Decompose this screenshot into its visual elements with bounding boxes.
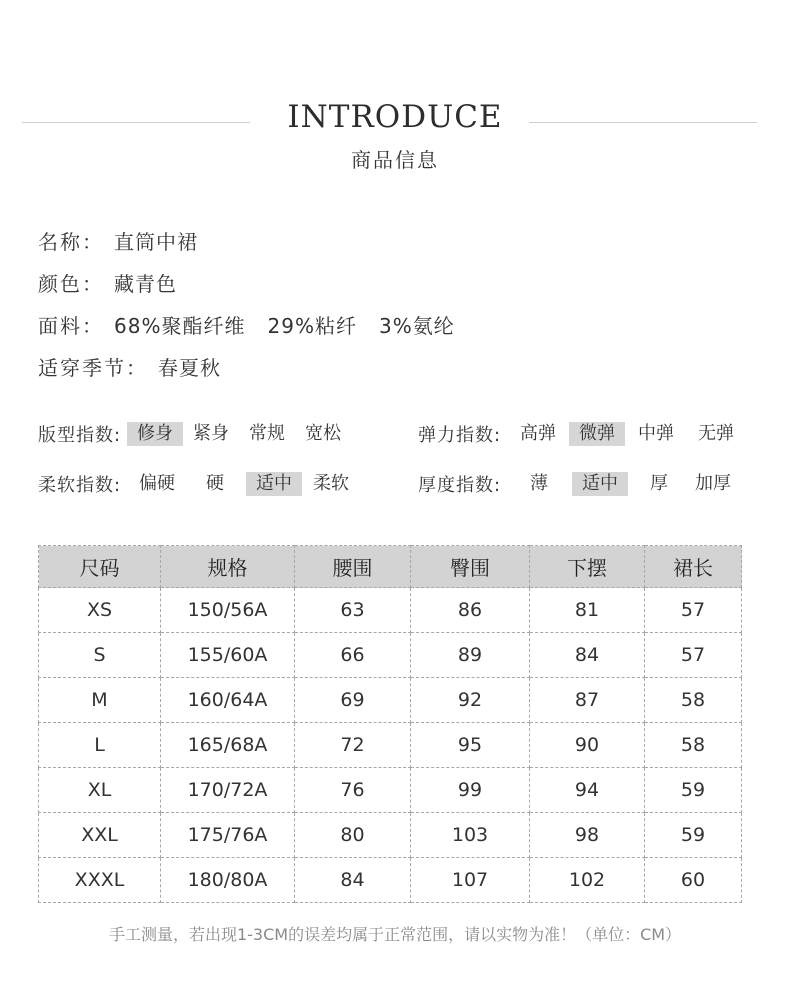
index-option: 紧身: [193, 423, 229, 444]
table-cell: 102: [530, 858, 645, 903]
table-cell: 89: [411, 633, 530, 678]
column-header: 裙长: [645, 546, 742, 588]
table-cell: M: [39, 678, 161, 723]
index-option: 柔软: [313, 473, 349, 494]
table-cell: 57: [645, 588, 742, 633]
table-cell: 58: [645, 723, 742, 768]
info-value: 直筒中裙: [114, 229, 198, 254]
table-cell: S: [39, 633, 161, 678]
info-label: 面料：: [38, 313, 104, 338]
table-cell: XS: [39, 588, 161, 633]
table-cell: 57: [645, 633, 742, 678]
table-cell: 81: [530, 588, 645, 633]
table-cell: 99: [411, 768, 530, 813]
column-header: 尺码: [39, 546, 161, 588]
index-option: 中弹: [638, 423, 674, 444]
info-row-name: [38, 219, 455, 261]
info-label: 名称：: [38, 229, 104, 254]
table-cell: 170/72A: [161, 768, 295, 813]
table-cell: 180/80A: [161, 858, 295, 903]
table-cell: L: [39, 723, 161, 768]
table-cell: 160/64A: [161, 678, 295, 723]
table-row: [39, 723, 742, 768]
index-option: 适中: [572, 472, 628, 496]
table-cell: XL: [39, 768, 161, 813]
table-cell: 92: [411, 678, 530, 723]
thickness-index: [418, 469, 736, 499]
table-cell: 175/76A: [161, 813, 295, 858]
table-row: [39, 678, 742, 723]
table-cell: 69: [295, 678, 411, 723]
info-label: 适穿季节：: [38, 355, 148, 380]
info-row-season: [38, 345, 455, 387]
column-header: 臀围: [411, 546, 530, 588]
table-cell: 59: [645, 813, 742, 858]
size-table: [38, 545, 742, 903]
index-option: 硬: [206, 473, 224, 494]
table-cell: 103: [411, 813, 530, 858]
measurement-note: 手工测量，若出现1-3CM的误差均属于正常范围，请以实物为准！（单位：CM）: [108, 925, 682, 944]
index-option: 偏硬: [139, 473, 175, 494]
table-cell: XXXL: [39, 858, 161, 903]
index-option: 薄: [530, 473, 548, 494]
section-header: [0, 95, 790, 175]
index-option: 宽松: [305, 423, 341, 444]
product-info: [38, 219, 455, 387]
table-cell: 165/68A: [161, 723, 295, 768]
index-option: 厚: [650, 473, 668, 494]
table-cell: 95: [411, 723, 530, 768]
index-label: 柔软指数:: [38, 475, 122, 496]
table-cell: 86: [411, 588, 530, 633]
column-header: 腰围: [295, 546, 411, 588]
info-row-fabric: [38, 303, 455, 345]
table-row: [39, 768, 742, 813]
info-value: 藏青色: [114, 271, 177, 296]
table-cell: 76: [295, 768, 411, 813]
elasticity-index: [418, 419, 739, 449]
fit-index: [38, 419, 346, 449]
table-cell: XXL: [39, 813, 161, 858]
index-option: 修身: [127, 422, 183, 446]
table-cell: 60: [645, 858, 742, 903]
table-cell: 87: [530, 678, 645, 723]
info-value: 68%聚酯纤维 29%粘纤 3%氨纶: [114, 313, 455, 338]
table-row: [39, 588, 742, 633]
table-header-row: [39, 546, 742, 588]
index-label: 厚度指数:: [418, 475, 502, 496]
table-cell: 155/60A: [161, 633, 295, 678]
softness-index: [38, 469, 354, 499]
table-cell: 107: [411, 858, 530, 903]
table-cell: 98: [530, 813, 645, 858]
info-label: 颜色：: [38, 271, 104, 296]
info-value: 春夏秋: [158, 355, 221, 380]
table-row: [39, 858, 742, 903]
table-cell: 84: [530, 633, 645, 678]
table-cell: 94: [530, 768, 645, 813]
table-cell: 72: [295, 723, 411, 768]
table-cell: 58: [645, 678, 742, 723]
index-option: 微弹: [569, 422, 625, 446]
section-title: INTRODUCE: [287, 99, 503, 135]
table-cell: 80: [295, 813, 411, 858]
section-subtitle: 商品信息: [351, 148, 439, 172]
column-header: 规格: [161, 546, 295, 588]
table-cell: 63: [295, 588, 411, 633]
table-cell: 66: [295, 633, 411, 678]
table-cell: 90: [530, 723, 645, 768]
index-option: 适中: [246, 472, 302, 496]
table-cell: 59: [645, 768, 742, 813]
info-row-color: [38, 261, 455, 303]
index-option: 加厚: [695, 473, 731, 494]
index-option: 常规: [249, 423, 285, 444]
column-header: 下摆: [530, 546, 645, 588]
table-cell: 150/56A: [161, 588, 295, 633]
table-row: [39, 813, 742, 858]
index-label: 版型指数:: [38, 425, 122, 446]
table-cell: 84: [295, 858, 411, 903]
index-label: 弹力指数:: [418, 425, 502, 446]
index-option: 无弹: [698, 423, 734, 444]
index-option: 高弹: [520, 423, 556, 444]
table-row: [39, 633, 742, 678]
